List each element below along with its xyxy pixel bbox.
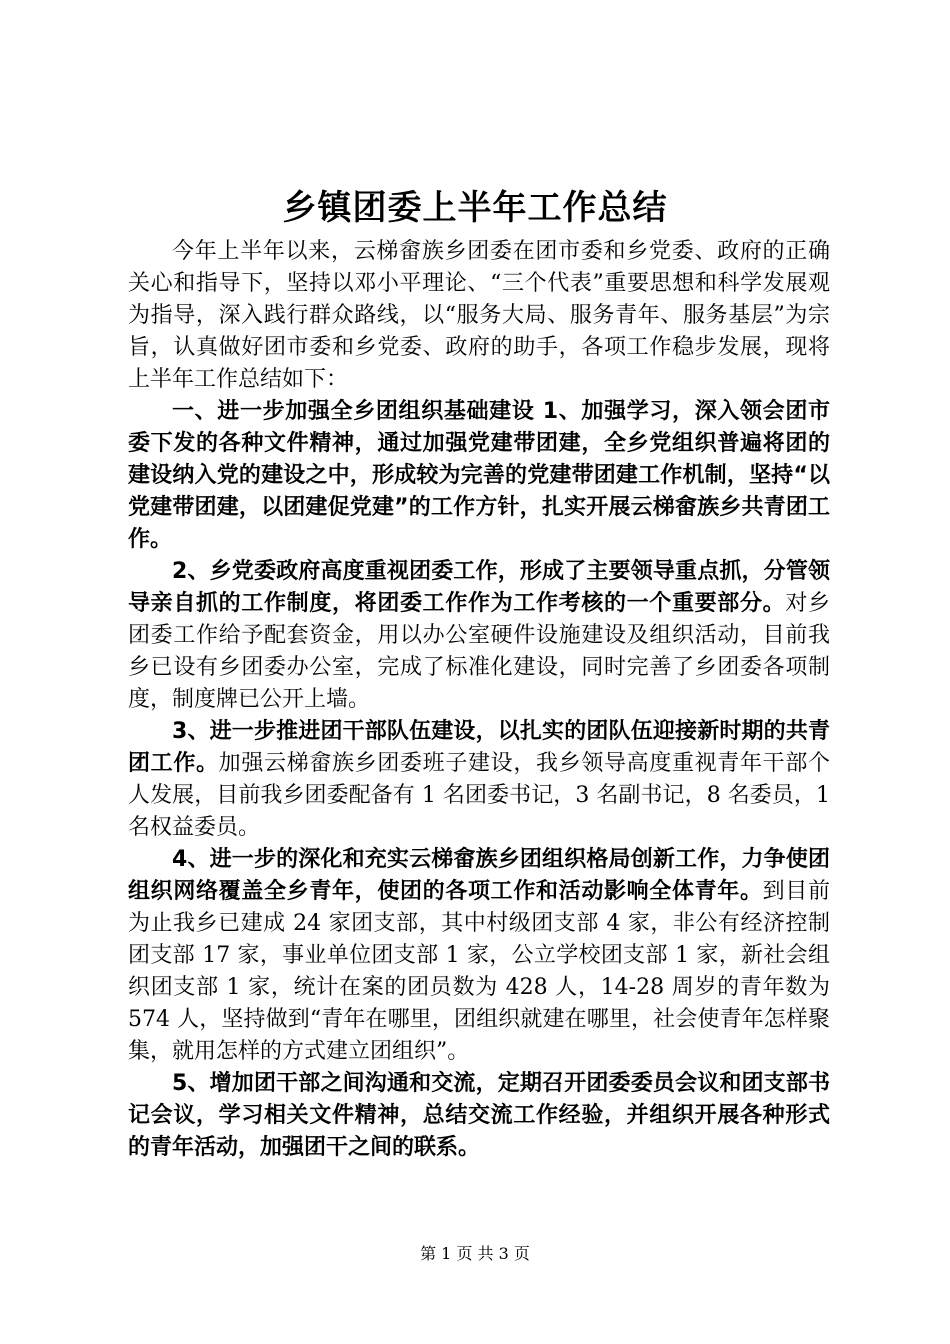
paragraph-item-3	[128, 716, 830, 844]
paragraph-item-4	[128, 844, 830, 1068]
paragraph-text: 对乡团委工作给予配套资金，用以办公室硬件设施建设及组织活动，目前我乡已设有乡团委办公室，完成了标准化建设，同时完善了乡团委各项制度，制度牌已公开上墙。	[128, 591, 830, 712]
paragraph-item-5	[128, 1068, 830, 1164]
document-body	[128, 236, 830, 1164]
paragraph-bold-text: 5、增加团干部之间沟通和交流，定期召开团委委员会议和团支部书记会议，学习相关文件精神，总结交流工作经验，并组织开展各种形式的青年活动，加强团干之间的联系。	[128, 1071, 830, 1160]
paragraph-bold-text: 一、进一步加强全乡团组织基础建设 1、加强学习，深入领会团市委下发的各种文件精神，通过加强党建带团建，全乡党组织普遍将团的建设纳入党的建设之中，形成较为完善的党建带团建工作机制，坚持“以党建带团建，以团建促党建”的工作方针，扎实开展云梯畲族乡共青团工作。	[128, 399, 830, 552]
paragraph-section-1	[128, 396, 830, 556]
paragraph-bold-text: 2、乡党委政府高度重视团委工作，形成了主要领导重点抓，分管领导亲自抓的工作制度，将团委工作作为工作考核的一个重要部分。	[128, 559, 830, 616]
paragraph-text: 到目前为止我乡已建成 24 家团支部，其中村级团支部 4 家，非公有经济控制团支部 17 家，事业单位团支部 1 家，公立学校团支部 1 家，新社会组织团支部 1 家，统计在案的团员数为 428 人，14-28 周岁的青年数为 574 人，坚持做到“青年在哪里，团组织就建在哪里，社会使青年怎样聚集，就用怎样的方式建立团组织”。	[128, 879, 830, 1064]
paragraph-bold-text: 4、进一步的深化和充实云梯畲族乡团组织格局创新工作，力争使团组织网络覆盖全乡青年，使团的各项工作和活动影响全体青年。	[128, 847, 830, 904]
paragraph-item-2	[128, 556, 830, 716]
page-number-footer: 第 1 页 共 3 页	[420, 1244, 530, 1263]
paragraph-intro	[128, 236, 830, 396]
paragraph-text: 加强云梯畲族乡团委班子建设，我乡领导高度重视青年干部个人发展，目前我乡团委配备有 1 名团委书记，3 名副书记，8 名委员，1 名权益委员。	[128, 751, 830, 840]
paragraph-text: 今年上半年以来，云梯畲族乡团委在团市委和乡党委、政府的正确关心和指导下，坚持以邓小平理论、“三个代表”重要思想和科学发展观为指导，深入践行群众路线，以“服务大局、服务青年、服务基层”为宗旨，认真做好团市委和乡党委、政府的助手，各项工作稳步发展，现将上半年工作总结如下：	[128, 239, 830, 392]
paragraph-bold-text: 3、进一步推进团干部队伍建设，以扎实的团队伍迎接新时期的共青团工作。	[128, 719, 830, 776]
document-title: 乡镇团委上半年工作总结	[282, 188, 668, 228]
